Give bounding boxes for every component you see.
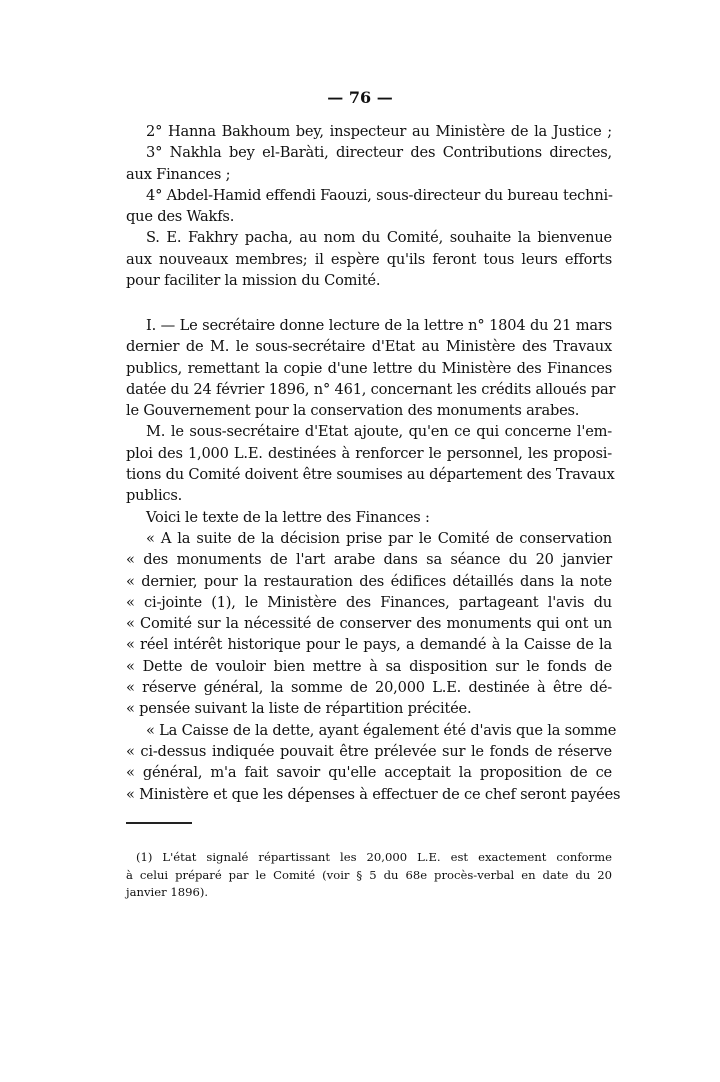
text-line: « réserve général, la somme de 20,000 L.E. destinée à être dé- [126, 679, 612, 697]
text-line: 2° Hanna Bakhoum bey, inspecteur au Ministère de la Justice ; [146, 123, 612, 140]
text-line: 4° Abdel-Hamid effendi Faouzi, sous-directeur du bureau techni- [146, 186, 613, 204]
text-line: datée du 24 février 1896, n° 461, concernant les crédits alloués par [126, 380, 616, 398]
text-line: ploi des 1,000 L.E. destinées à renforcer le personnel, les proposi- [126, 444, 612, 462]
text-line: « ci-dessus indiquée pouvait être prélevée sur le fonds de réserve [126, 742, 612, 760]
text-line: le Gouvernement pour la conservation des monuments arabes. [126, 402, 580, 420]
text-line: publics. [126, 487, 183, 505]
text-line: « pensée suivant la liste de répartition précitée. [126, 700, 472, 718]
text-line: « A la suite de la décision prise par le Comité de conservation [146, 529, 612, 547]
text-line: « Comité sur la nécessité de conserver des monuments qui ont un [126, 615, 612, 633]
footnote [126, 849, 612, 902]
paragraph-section-i [126, 315, 621, 805]
text-line: que des Wakfs. [126, 208, 235, 226]
text-line: pour faciliter la mission du Comité. [126, 272, 381, 290]
text-line: publics, remettant la copie d'une lettre du Ministère des Finances [126, 359, 612, 377]
text-line: aux nouveaux membres; il espère qu'ils feront tous leurs efforts [126, 250, 612, 268]
text-line: « général, m'a fait savoir qu'elle acceptait la proposition de ce [126, 764, 612, 782]
text-line: à celui préparé par le Comité (voir § 5 du 68e procès-verbal en date du 20 [126, 867, 612, 882]
text-line: « des monuments de l'art arabe dans sa séance du 20 janvier [126, 551, 612, 569]
text-line: M. le sous-secrétaire d'Etat ajoute, qu'en ce qui concerne l'em- [146, 423, 612, 441]
text-line: tions du Comité doivent être soumises au département des Travaux [126, 466, 615, 484]
page-number: — 76 — [327, 88, 393, 107]
text-line: 3° Nakhla bey el-Baràti, directeur des Contributions directes, [146, 144, 612, 162]
text-line: « La Caisse de la dette, ayant également été d'avis que la somme [146, 721, 617, 739]
text-line: « Dette de vouloir bien mettre à sa disposition sur le fonds de [126, 657, 612, 675]
text-line: « Ministère et que les dépenses à effectuer de ce chef seront payées [126, 785, 621, 803]
text-line: « dernier, pour la restauration des édifices détaillés dans la note [126, 572, 612, 590]
text-line: dernier de M. le sous-secrétaire d'Etat au Ministère des Travaux [126, 338, 612, 356]
text-line: I. — Le secrétaire donne lecture de la lettre n° 1804 du 21 mars [146, 317, 612, 334]
footnote-divider [126, 822, 192, 824]
text-line: S. E. Fakhry pacha, au nom du Comité, souhaite la bienvenue [146, 229, 612, 247]
text-line: aux Finances ; [126, 165, 231, 183]
text-line: « ci-jointe (1), le Ministère des Finances, partageant l'avis du [126, 593, 612, 611]
text-line: (1) L'état signalé répartissant les 20,000 L.E. est exactement conforme [136, 850, 612, 864]
paragraph-new-members [126, 121, 612, 291]
text-line: Voici le texte de la lettre des Finances : [146, 508, 430, 526]
text-line: janvier 1896). [126, 885, 209, 899]
text-line: « réel intérêt historique pour le pays, a demandé à la Caisse de la [126, 636, 612, 654]
